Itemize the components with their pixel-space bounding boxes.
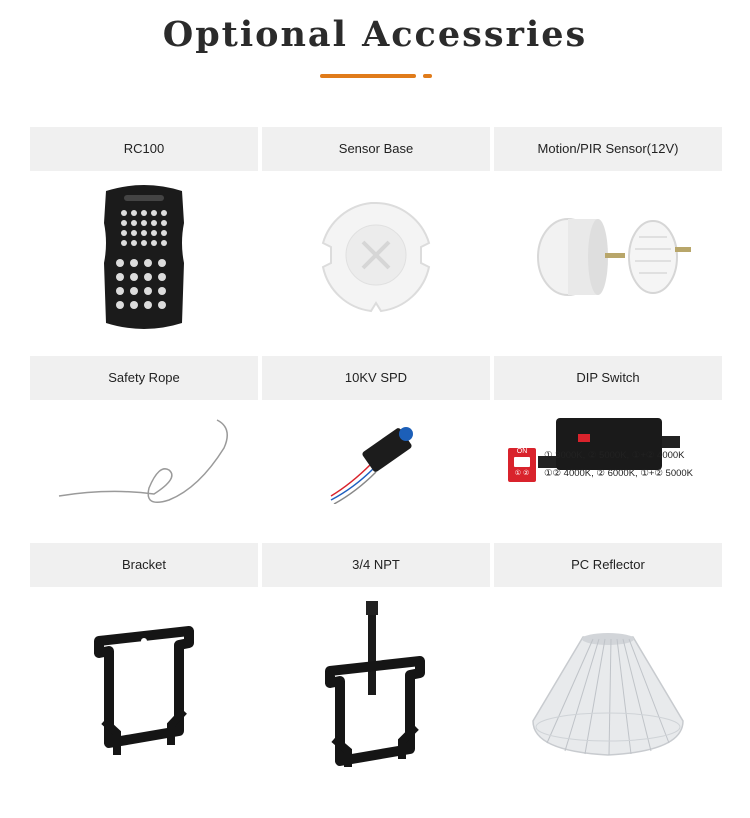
accessory-card-spd	[262, 356, 490, 400]
accessory-label: Bracket	[30, 543, 258, 587]
title-underline	[320, 74, 416, 78]
accessory-label: RC100	[30, 127, 258, 171]
dip-setting-line-1: ① 3000K, ② 5000K, ①+② 4000K	[544, 450, 685, 461]
dip-switch-legend	[508, 446, 718, 486]
sensor-base-icon	[262, 195, 490, 325]
dip-key-graphic	[508, 448, 536, 482]
reflector-icon	[494, 631, 722, 761]
accessory-label: Sensor Base	[262, 127, 490, 171]
remote-control-icon	[30, 183, 258, 343]
accessory-label: DIP Switch	[494, 356, 722, 400]
motion-sensor-icon	[494, 197, 722, 327]
dip-setting-line-2: ①② 4000K, ② 6000K, ①+② 5000K	[544, 468, 694, 479]
dip-key-numbers: ① ②	[514, 470, 530, 477]
bracket-icon	[30, 621, 258, 771]
accessory-card-dip-switch	[494, 356, 722, 479]
accessory-card-safety-rope	[30, 356, 258, 400]
accessory-label: Safety Rope	[30, 356, 258, 400]
title-underline-dot	[423, 74, 432, 78]
accessory-card-rc100	[30, 127, 258, 171]
surge-protector-icon	[262, 414, 490, 534]
accessory-label: 3/4 NPT	[262, 543, 490, 587]
safety-rope-icon	[30, 408, 258, 528]
accessory-card-npt	[262, 543, 490, 587]
accessory-label: PC Reflector	[494, 543, 722, 587]
accessory-card-pc-reflector	[494, 543, 722, 587]
accessory-label: Motion/PIR Sensor(12V)	[494, 127, 722, 171]
dip-key-on-label: ON	[516, 448, 528, 455]
accessory-label: 10KV SPD	[262, 356, 490, 400]
npt-mount-icon	[262, 599, 490, 779]
accessory-card-motion-sensor	[494, 127, 722, 171]
page-title: Optional Accessries	[162, 14, 588, 55]
accessory-card-sensor-base	[262, 127, 490, 171]
accessory-card-bracket	[30, 543, 258, 587]
